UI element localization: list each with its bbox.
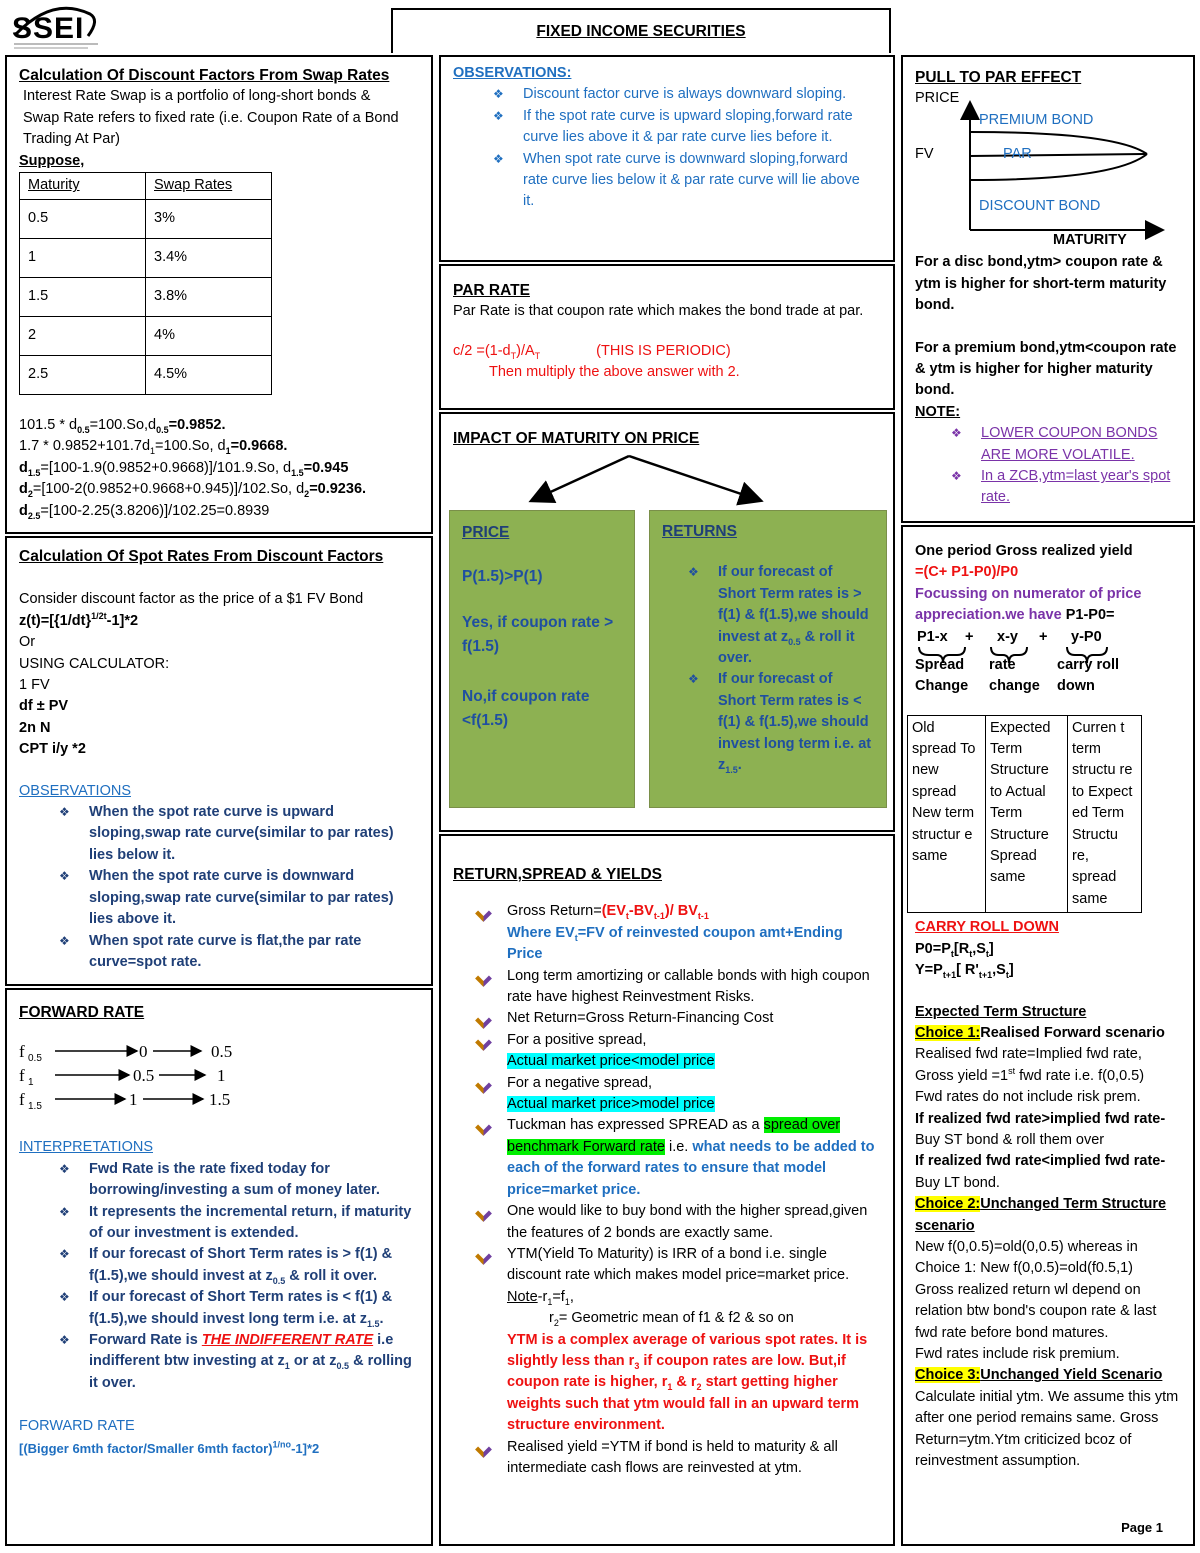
discount-factors-section: [5, 55, 433, 534]
returns-box: [649, 510, 887, 808]
table-cell: Curren t term structu re to Expect ed Term Structu re, spread same: [1068, 715, 1142, 913]
return-spread-list: [439, 901, 881, 1479]
spot-line: Consider discount factor as the price of a $1 FV Bond: [19, 591, 364, 608]
table-cell: 2: [20, 317, 146, 356]
table-cell: Old spread To new spread New term structur e same: [908, 715, 986, 913]
list-item: ❖ When spot rate curve is downward sloping,forward rate curve lies below it & par rate curve will lie above it.: [453, 149, 871, 213]
equation-3: $d_{1.5}=[100-1.9(0.9852+0.9668)]/101.9.So$, $d_{1.5}=0.945$: [19, 459, 349, 478]
equation-5: $d_{2.5}=[100-2.25(3.8206)]/102.25=0.8939$: [19, 502, 270, 521]
note-list: [911, 423, 1181, 509]
svg-text:f: f: [19, 1090, 25, 1110]
pull-to-par-section: [901, 55, 1195, 523]
price-line: Yes, if coupon rate > f(1.5): [462, 614, 614, 655]
svg-text:f: f: [19, 1042, 25, 1062]
list-item: Long term amortizing or callable bonds with high coupon rate have highest Reinvestment Risks.: [439, 966, 879, 1009]
choice-3: Choice 3:Unchanged Yield Scenario: [915, 1367, 1163, 1384]
forward-rate-section: [5, 988, 433, 1546]
part: y-P0: [1071, 628, 1102, 645]
maturity-impact-section: [439, 412, 895, 832]
list-item: For a positive spread, Actual market price<model price: [439, 1030, 879, 1073]
choice-2-text: Fwd rates include risk premium.: [915, 1346, 1120, 1362]
maturity-impact-title: IMPACT OF MATURITY ON PRICE: [453, 430, 700, 447]
par-rate-title: PAR RATE: [453, 282, 530, 299]
observations-title: OBSERVATIONS:: [453, 65, 572, 81]
svg-text:f: f: [19, 1066, 25, 1086]
list-item: ❖ If our forecast of Short Term rates is < f(1) & f(1.5),we should invest long term i.e. at $z_{1.5}$.: [648, 669, 874, 776]
equation-1: $101.5 * d_{0.5}=100.So,d_{0.5}=0.9852$.: [19, 417, 226, 435]
suppose-label: Suppose,: [19, 152, 85, 169]
choice-1-text: Realised fwd rate=Implied fwd rate, Gross yield =1st fwd rate i.e. f(0,0.5): [915, 1046, 1145, 1084]
choice-2: Choice 2:Unchanged Term Structure scenario: [915, 1196, 1167, 1234]
premium-bond-label: PREMIUM BOND: [979, 112, 1094, 129]
focus-text: Focussing on numerator of price appreciation.we have P1-P0=: [915, 585, 1142, 624]
price-line: No,if coupon rate <f(1.5): [462, 688, 590, 729]
gross-yield-formula: =(C+ P1-P0)/P0: [915, 564, 1019, 581]
choice-1-text: If realized fwd rate>implied fwd rate-Buy ST bond & roll them over: [915, 1110, 1166, 1148]
list-item: YTM(Yield To Maturity) is IRR of a bond i.e. single discount rate which makes model price=market price. Note-$r_1=f_1$, $r_2=$ Geometric mean of f1 & f2 & so on YTM is a complex average of various spot rates. It is slightly less than $r_3$ if coupon rates are low. But,if coupon rate is higher, $r_1$ & $r_2$ start getting higher weights such that ytm would fall in an upward term structure environment.: [439, 1244, 879, 1437]
spot-observations-list: [19, 802, 419, 973]
decomposition: [915, 627, 1181, 695]
table-cell: 0.5: [20, 200, 146, 239]
interpretations-title: INTERPRETATIONS: [19, 1139, 153, 1156]
swap-rates-table: [19, 172, 272, 395]
table-row: [20, 239, 272, 278]
forward-rate-diagram: [19, 1035, 419, 1115]
par-rate-text: Par Rate is that coupon rate which makes the bond trade at par.: [453, 303, 864, 320]
price-line: P(1.5)>P(1): [462, 568, 543, 585]
calc-step: 1 FV: [19, 677, 50, 694]
list-item: ❖ Fwd Rate is the rate fixed today for borrowing/investing a sum of money later.: [19, 1159, 413, 1202]
choice-1-text: Fwd rates do not include risk prem.: [915, 1089, 1141, 1106]
gross-yield-label: One period Gross realized yield: [915, 543, 1133, 559]
price-box-title: PRICE: [462, 524, 510, 541]
realized-yield-section: [901, 525, 1195, 1546]
list-item: Tuckman has expressed SPREAD as a spread over benchmark Forward rate i.e. what needs to be added to each of the forward rates to ensure that model price=market price.: [439, 1115, 879, 1201]
header-box: [391, 8, 891, 53]
part: P1-x: [917, 628, 948, 645]
list-item: Gross $Return=(EV_t-BV_{t-1})/$ $BV_{t-1}$ Where $EV_t=FV$ of reinvested coupon amt+Ending Price: [439, 901, 879, 965]
table-row: [20, 200, 272, 239]
list-item: ❖ When the spot rate curve is upward sloping,swap rate curve(similar to par rates) lies below it.: [19, 802, 409, 866]
calc-step: df ± PV: [19, 698, 69, 715]
part: +: [965, 628, 974, 645]
logo: [8, 4, 103, 52]
list-item: ❖ If our forecast of Short Term rates is > f(1) & f(1.5),we should invest at $z_{0.5}$ & roll it over.: [19, 1244, 413, 1287]
calc-step: CPT i/y *2: [19, 741, 86, 758]
returns-box-title: RETURNS: [662, 523, 737, 540]
forward-rate-formula: [(Bigger 6mth factor/Smaller 6mth factor)$^{1/no}$-1]*2: [19, 1439, 320, 1456]
list-item: ❖ When spot rate curve is flat,the par rate curve=spot rate.: [19, 931, 409, 974]
carry-roll-label: carry roll down: [1057, 656, 1120, 694]
calc-step: 2n N: [19, 719, 51, 736]
list-item: ❖ When the spot rate curve is downward sloping,swap rate curve(similar to par rates) lies above it.: [19, 866, 409, 930]
table-cell: 1: [20, 239, 146, 278]
svg-text:0: 0: [139, 1042, 148, 1062]
list-item: One would like to buy bond with the higher spread,given the features of 2 bonds are exactly same.: [439, 1201, 879, 1244]
table-cell: 2.5: [20, 356, 146, 395]
spot-rates-section: [5, 536, 433, 986]
return-spread-section: [439, 834, 895, 1546]
part: +: [1039, 628, 1048, 645]
spread-change-label: Spread Change: [915, 656, 969, 694]
price-box: [449, 510, 635, 808]
discount-bond-label: DISCOUNT BOND: [979, 198, 1101, 215]
carry-roll-down-title: CARRY ROLL DOWN: [915, 919, 1059, 936]
par-rate-note: Then multiply the above answer with 2.: [489, 364, 740, 381]
branch-arrows-diagram: [441, 452, 881, 512]
svg-text:1.5: 1.5: [209, 1090, 231, 1110]
carry-eq-2: $Y=P_{t+1}$[ $R'_{t+1},S_t$]: [915, 962, 1014, 980]
list-item: ❖ Forward Rate is THE INDIFFERENT RATE i.e indifferent btw investing at $z_1$ or at $z_{0.5}$ & rolling it over.: [19, 1330, 413, 1394]
expected-term-structure-title: Expected Term Structure: [915, 1003, 1087, 1020]
list-item: Realised yield =YTM if bond is held to maturity & all intermediate cash flows are reinvested at ytm.: [439, 1437, 879, 1480]
list-item: ❖ If our forecast of Short Term rates is < f(1) & f(1.5),we should invest long term i.e. at $z_{1.5}$.: [19, 1287, 413, 1330]
forward-rate-title: FORWARD RATE: [19, 1004, 145, 1021]
part: x-y: [997, 628, 1018, 645]
list-item: For a negative spread, Actual market price>model price: [439, 1073, 879, 1116]
svg-text:1: 1: [129, 1090, 138, 1110]
swap-intro: Interest Rate Swap is a portfolio of long-short bonds & Swap Rate refers to fixed rate (i.e. Coupon Rate of a Bond Trading At Par): [23, 88, 399, 148]
table-row: [20, 356, 272, 395]
spot-rates-title: Calculation Of Spot Rates From Discount Factors: [19, 548, 384, 565]
svg-text:0.5: 0.5: [211, 1042, 233, 1062]
premium-bond-note: For a premium bond,ytm<coupon rate & ytm is higher for higher maturity bond.: [915, 339, 1177, 399]
spot-observations-title: OBSERVATIONS: [19, 782, 131, 799]
return-spread-title: RETURN,SPREAD & YIELDS: [453, 866, 662, 883]
table-header: Swap Rates: [146, 173, 272, 200]
axis-label-maturity: MATURITY: [1053, 232, 1127, 249]
table-cell: 4%: [146, 317, 272, 356]
note-label: NOTE:: [915, 403, 961, 420]
list-item: ❖ If the spot rate curve is upward sloping,forward rate curve lies above it & par rate curve lies before it.: [453, 106, 871, 149]
svg-text:1.5: 1.5: [28, 1101, 42, 1113]
fv-label: FV: [915, 146, 934, 163]
logo-text: SSEI: [12, 12, 85, 45]
choice-1: Choice 1:Realised Forward scenario: [915, 1024, 1165, 1041]
list-item: ❖ Discount factor curve is always downward sloping.: [453, 84, 871, 105]
list-item: ❖ If our forecast of Short Term rates is > f(1) & f(1.5),we should invest at $z_{0.5}$ & roll it over.: [648, 562, 874, 669]
list-item: ❖ It represents the incremental return, if maturity of our investment is extended.: [19, 1202, 413, 1245]
equation-2: $1.7 * 0.9852+101.7d_1=100.So$, $d_1=0.9668$.: [19, 438, 288, 457]
choice-2-text: New f(0,0.5)=old(0,0.5) whereas in Choice 1: New f(0,0.5)=old(f0.5,1): [915, 1238, 1138, 1277]
table-cell: 4.5%: [146, 356, 272, 395]
spot-or: Or: [19, 634, 36, 651]
term-structure-table: [907, 715, 1142, 914]
svg-text:0.5: 0.5: [28, 1053, 42, 1065]
par-label: PAR: [1003, 146, 1032, 163]
table-cell: 3.8%: [146, 278, 272, 317]
list-item: ❖ In a ZCB,ytm=last year's spot rate.: [911, 466, 1181, 509]
table-header: Maturity: [20, 173, 146, 200]
table-cell: Expected Term Structure to Actual Term Structure Spread same: [986, 715, 1068, 913]
discount-factors-title: Calculation Of Discount Factors From Swap Rates: [19, 67, 390, 84]
page-number: Page 1: [1121, 1519, 1163, 1535]
forward-rate-formula-title: FORWARD RATE: [19, 1418, 135, 1435]
pull-to-par-title: PULL TO PAR EFFECT: [915, 69, 1082, 86]
page-title: FIXED INCOME SECURITIES: [536, 23, 746, 40]
choice-2-text: Gross realized return wl depend on relation btw bond's coupon rate & last fwd rate before bond matures.: [915, 1281, 1157, 1341]
table-row: [20, 278, 272, 317]
axis-label-price: PRICE: [915, 90, 960, 107]
disc-bond-note: For a disc bond,ytm> coupon rate & ytm is higher for short-term maturity bond.: [915, 254, 1167, 314]
carry-eq-1: $P0=P_t[R_t,S_t]$: [915, 940, 994, 959]
equation-4: $d_2=[100-2(0.9852+0.9668+0.945)]/102.So$, $d_2=0.9236$.: [19, 481, 367, 500]
observations-section: [439, 55, 895, 262]
svg-text:0.5: 0.5: [133, 1066, 155, 1086]
svg-text:1: 1: [28, 1077, 34, 1089]
par-rate-section: [439, 264, 895, 410]
list-item: ❖ LOWER COUPON BONDS ARE MORE VOLATILE.: [911, 423, 1181, 466]
table-cell: 3%: [146, 200, 272, 239]
equations: [19, 415, 419, 522]
spot-formula: $z(t)=[\{1/dt\}^{1/2t}-1]*2$: [19, 610, 139, 629]
table-row: [908, 715, 1142, 913]
table-row: [20, 317, 272, 356]
calc-label: USING CALCULATOR:: [19, 655, 170, 672]
rate-change-label: rate change: [989, 656, 1040, 694]
returns-list: [648, 562, 874, 776]
pull-to-par-chart: [915, 88, 1181, 248]
par-rate-formula: $c/2 =(1-d_T)/A_T$ (THIS IS PERIODIC): [453, 342, 731, 361]
table-cell: 1.5: [20, 278, 146, 317]
svg-text:1: 1: [217, 1066, 226, 1086]
interpretations-list: [19, 1159, 419, 1394]
choice-1-text: If realized fwd rate<implied fwd rate-Buy LT bond.: [915, 1153, 1166, 1191]
observations-list: [453, 84, 881, 212]
choice-3-text: Calculate initial ytm. We assume this ytm after one period remains same. Gross Return=ytm.Ytm criticized bcoz of reinvestment assumption.: [915, 1388, 1179, 1470]
list-item: Net Return=Gross Return-Financing Cost: [439, 1008, 879, 1029]
table-cell: 3.4%: [146, 239, 272, 278]
